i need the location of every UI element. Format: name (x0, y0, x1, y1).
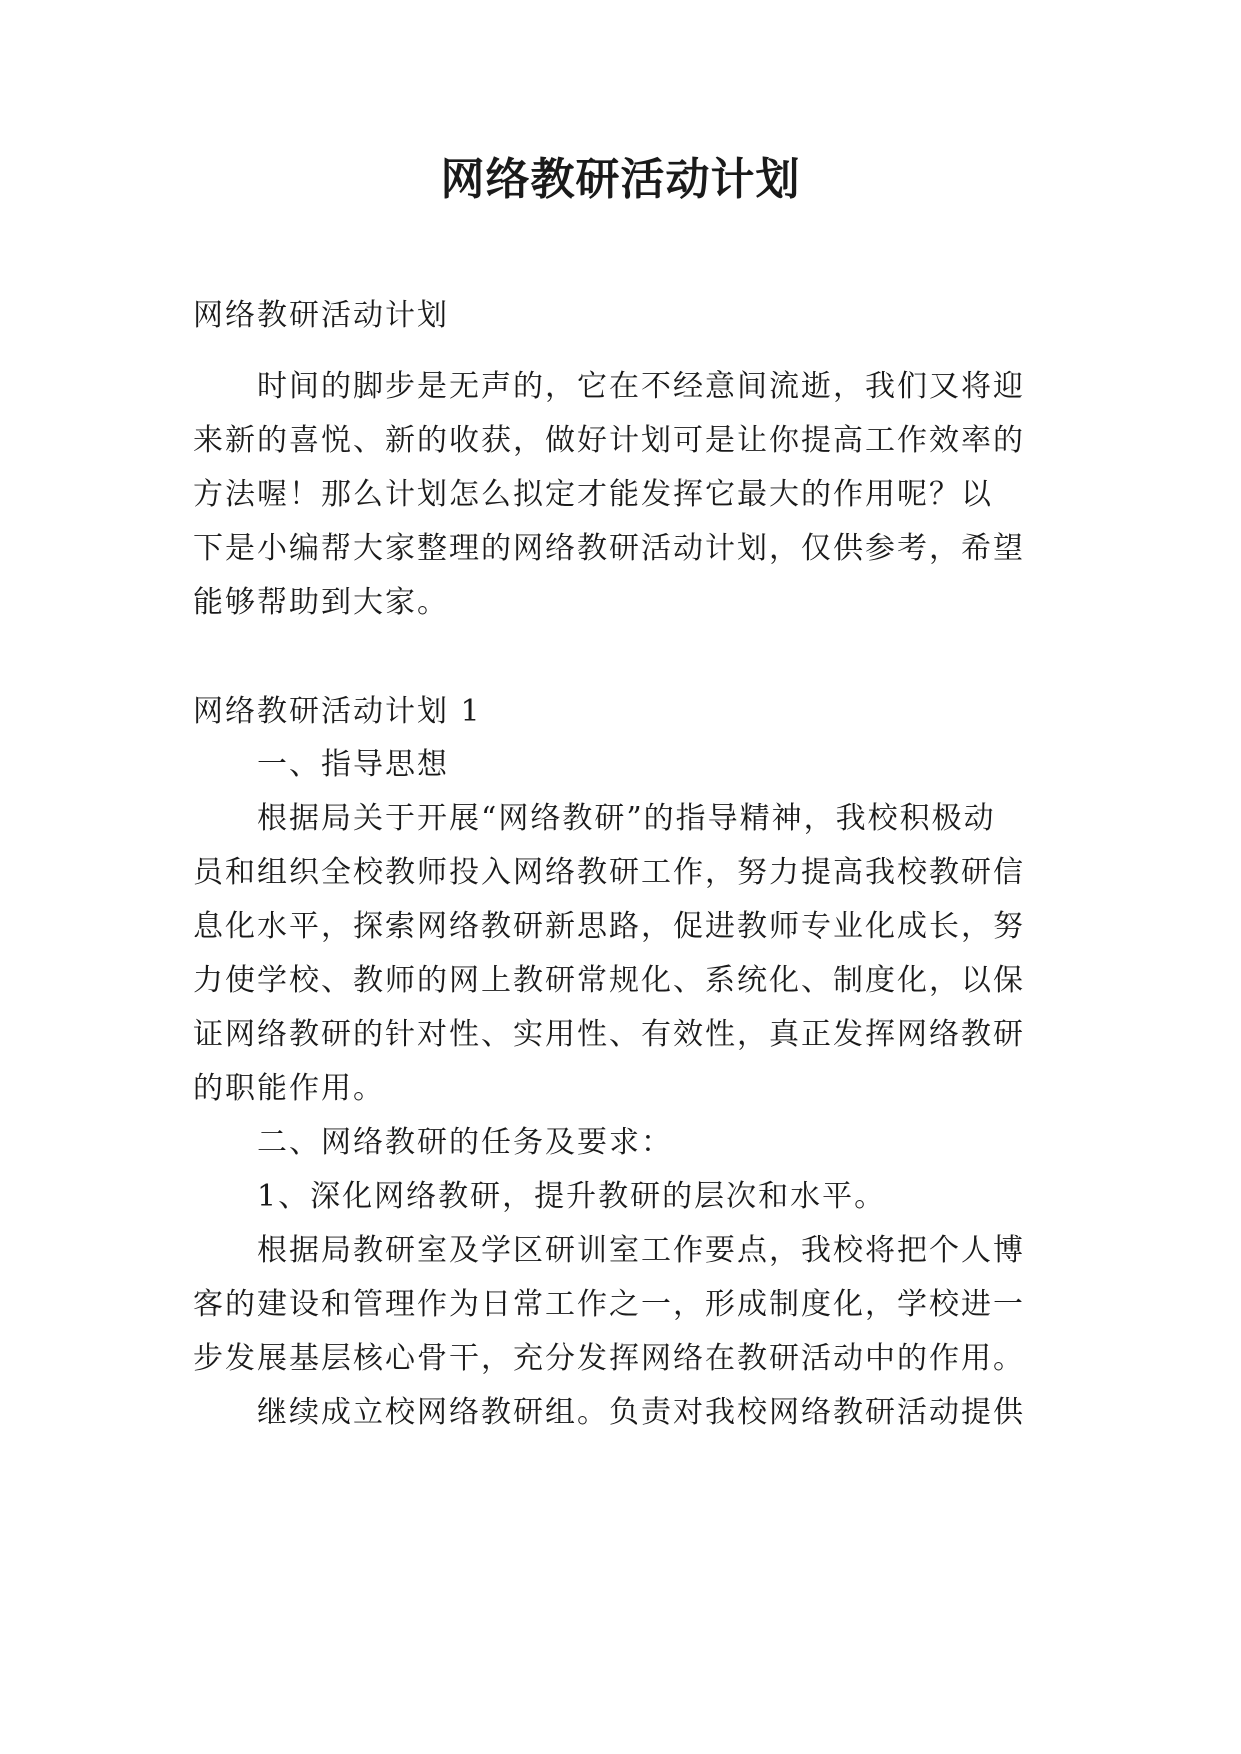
section-item: 1、深化网络教研，提升教研的层次和水平。 (193, 1179, 887, 1214)
paragraph-line: 步发展基层核心骨干，充分发挥网络在教研活动中的作用。 (193, 1341, 1025, 1376)
paragraph-line: 客的建设和管理作为日常工作之一，形成制度化，学校进一 (193, 1287, 1025, 1322)
document-subtitle: 网络教研活动计划 (193, 298, 449, 333)
intro-line: 方法喔！那么计划怎么拟定才能发挥它最大的作用呢？以 (193, 477, 993, 512)
paragraph-line: 息化水平，探索网络教研新思路，促进教师专业化成长，努 (193, 909, 1025, 944)
section-heading: 一、指导思想 (193, 747, 449, 782)
intro-line: 来新的喜悦、新的收获，做好计划可是让你提高工作效率的 (193, 423, 1025, 458)
intro-line: 时间的脚步是无声的，它在不经意间流逝，我们又将迎 (193, 369, 1025, 404)
paragraph-line: 的职能作用。 (193, 1071, 385, 1106)
page-title: 网络教研活动计划 (440, 154, 801, 205)
intro-line: 能够帮助到大家。 (193, 585, 449, 620)
paragraph-line: 根据局关于开展“网络教研”的指导精神，我校积极动 (193, 801, 996, 836)
paragraph-line: 员和组织全校教师投入网络教研工作，努力提高我校教研信 (193, 855, 1025, 890)
paragraph-line: 继续成立校网络教研组。负责对我校网络教研活动提供 (193, 1395, 1025, 1430)
section-heading: 二、网络教研的任务及要求： (193, 1125, 673, 1160)
paragraph-line: 证网络教研的针对性、实用性、有效性，真正发挥网络教研 (193, 1017, 1025, 1052)
intro-line: 下是小编帮大家整理的网络教研活动计划，仅供参考，希望 (193, 531, 1025, 566)
plan-heading: 网络教研活动计划 1 (193, 694, 482, 729)
paragraph-line: 根据局教研室及学区研训室工作要点，我校将把个人博 (193, 1233, 1025, 1268)
paragraph-line: 力使学校、教师的网上教研常规化、系统化、制度化，以保 (193, 963, 1025, 998)
